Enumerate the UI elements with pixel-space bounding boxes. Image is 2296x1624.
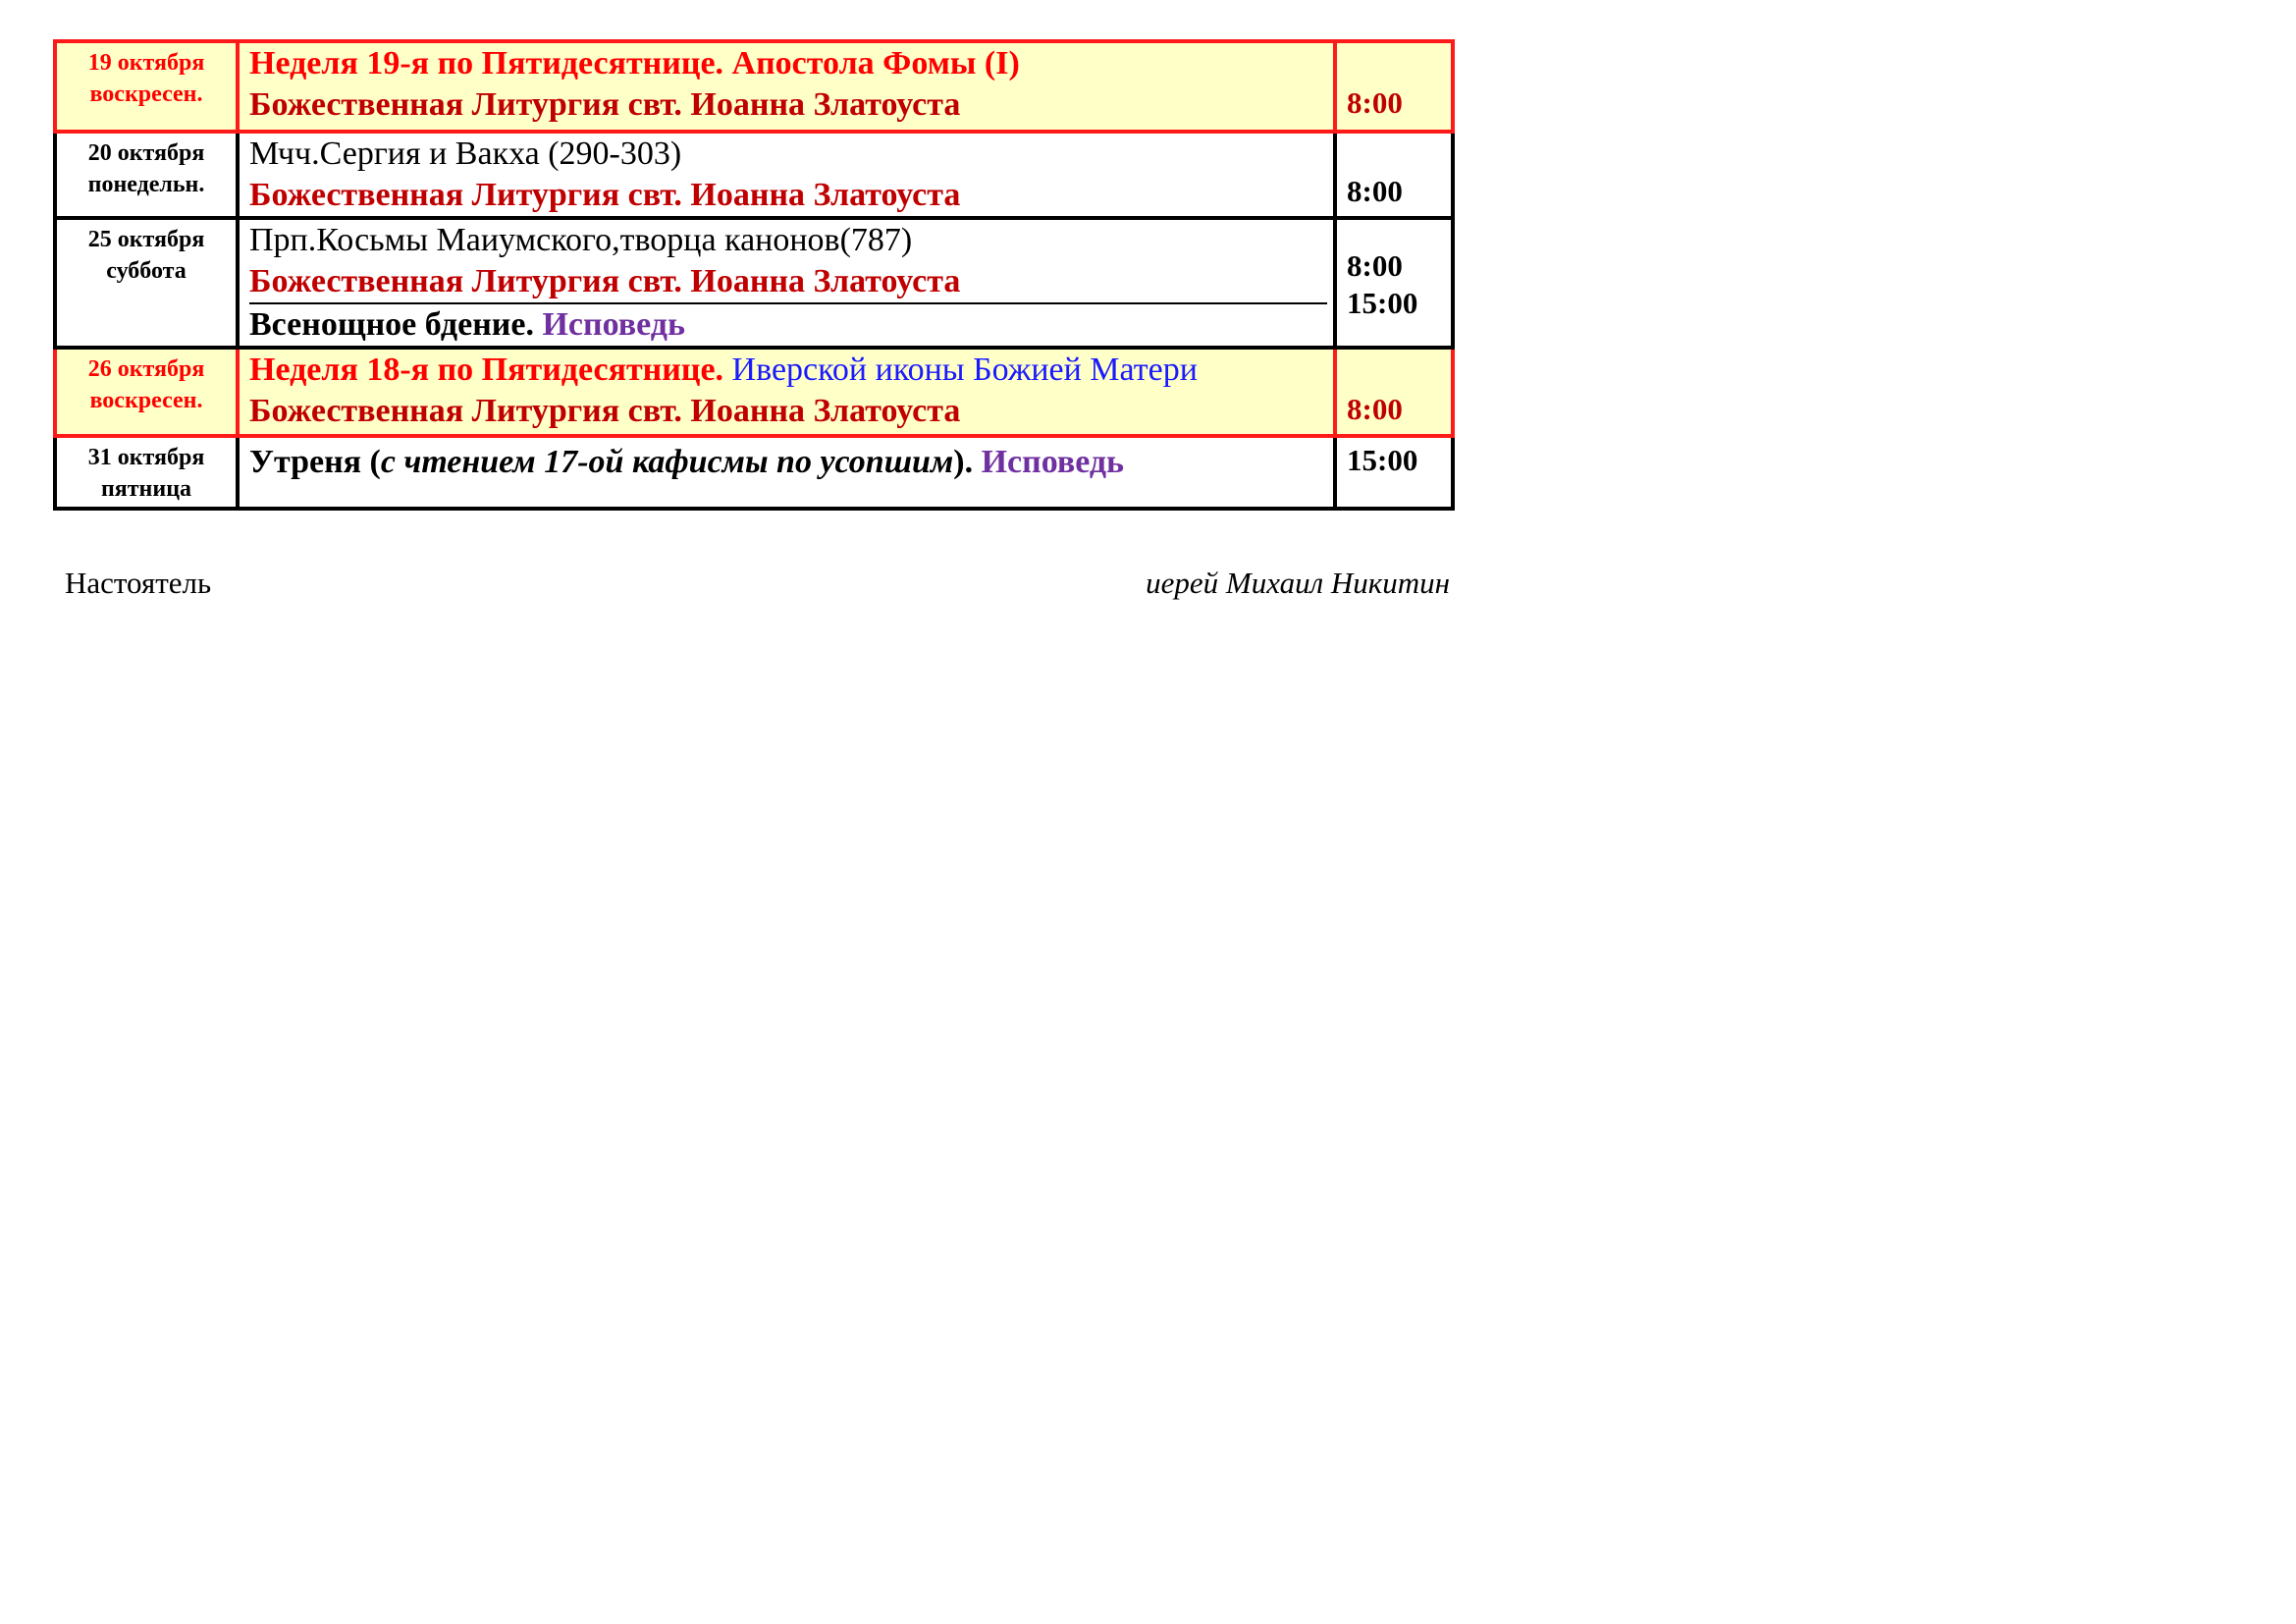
liturgy-label: Божественная Литургия свт. Иоанна Златоуста (249, 263, 961, 299)
time-label: 15:00 (1347, 286, 1418, 320)
table-row (55, 218, 1453, 348)
service-cell (238, 348, 1335, 436)
time-cell (1335, 218, 1453, 348)
vigil-label: Всенощное бдение. (249, 306, 534, 343)
date-cell (55, 218, 238, 348)
time-label: 8:00 (1347, 85, 1403, 120)
service-cell (238, 132, 1335, 218)
time-label: 8:00 (1347, 174, 1403, 208)
feast-title: Неделя 18-я по Пятидесятнице. (249, 352, 724, 388)
time-label: 8:00 (1347, 248, 1403, 283)
weekday-label: суббота (106, 258, 187, 284)
time-label: 15:00 (1347, 443, 1418, 477)
liturgy-label: Божественная Литургия свт. Иоанна Златоуста (249, 177, 961, 213)
date-cell (55, 436, 238, 509)
time-cell (1335, 132, 1453, 218)
matins-label: Утреня ( (249, 444, 381, 480)
date-label: 19 октября (87, 50, 205, 76)
rector-title: Настоятель (65, 566, 212, 600)
date-cell (55, 41, 238, 132)
date-label: 31 октября (87, 445, 205, 470)
saint-commemoration: Мчч.Сергия и Вакха (290-303) (249, 135, 682, 172)
table-row (55, 132, 1453, 218)
schedule-table (53, 39, 1455, 511)
date-label: 20 октября (87, 140, 205, 166)
liturgy-label: Божественная Литургия свт. Иоанна Златоуста (249, 393, 961, 429)
weekday-label: пятница (100, 476, 192, 502)
kathisma-note: с чтением 17-ой кафисмы по усопшим (380, 444, 954, 480)
time-cell (1335, 436, 1453, 509)
service-cell (238, 218, 1335, 348)
service-cell (238, 436, 1335, 509)
date-cell (55, 132, 238, 218)
service-cell (238, 41, 1335, 132)
date-label: 26 октября (87, 356, 205, 382)
matins-close: ). (953, 444, 974, 480)
confession-label: Исповедь (542, 306, 685, 343)
confession-label: Исповедь (981, 444, 1125, 480)
icon-feast-label: Иверской иконы Божией Матери (731, 352, 1198, 388)
date-label: 25 октября (87, 227, 205, 252)
weekday-label: понедельн. (87, 172, 205, 197)
saint-commemoration: Прп.Косьмы Маиумского,творца канонов(787) (249, 222, 913, 258)
feast-title: Неделя 19-я по Пятидесятнице. Апостола Фомы (I) (249, 45, 1020, 81)
weekday-label: воскресен. (89, 388, 203, 413)
table-row (55, 348, 1453, 436)
time-cell (1335, 348, 1453, 436)
weekday-label: воскресен. (89, 81, 203, 107)
liturgy-label: Божественная Литургия свт. Иоанна Златоуста (249, 86, 961, 123)
time-label: 8:00 (1347, 392, 1403, 426)
table-row (55, 436, 1453, 509)
rector-name: иерей Михаил Никитин (1146, 566, 1450, 600)
time-cell (1335, 41, 1453, 132)
date-cell (55, 348, 238, 436)
table-row (55, 41, 1453, 132)
